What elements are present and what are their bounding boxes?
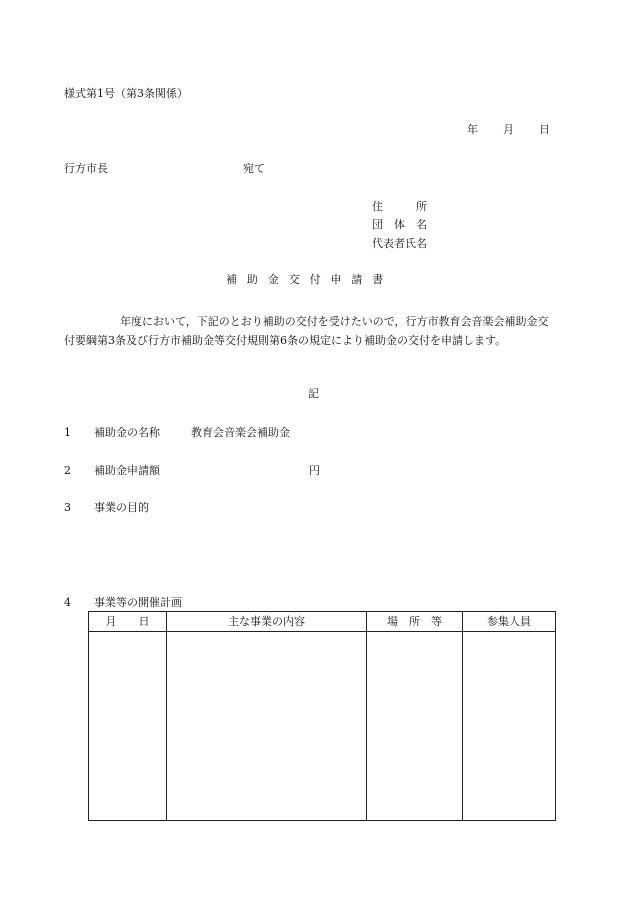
addressee-name: 行方市長 <box>64 162 108 175</box>
form-number: 様式第1号（第3条関係） <box>64 87 188 100</box>
applicant-address-label: 住 所 <box>372 200 427 213</box>
cell-location[interactable] <box>367 632 463 821</box>
item-2-value: 円 <box>309 464 320 477</box>
header-date: 月 日 <box>89 612 167 632</box>
header-attendance: 参集人員 <box>463 612 556 632</box>
item-2-label: 補助金申請額 <box>94 464 160 477</box>
item-2-number: 2 <box>64 464 71 477</box>
table-row <box>89 632 556 821</box>
applicant-group-label: 団 体 名 <box>372 218 427 231</box>
header-location: 場 所 等 <box>367 612 463 632</box>
item-3-number: 3 <box>64 501 71 514</box>
document-title: 補助金交付申請書 <box>226 273 394 286</box>
item-1-number: 1 <box>64 426 71 439</box>
header-content: 主な事業の内容 <box>167 612 367 632</box>
event-plan-table <box>88 611 556 821</box>
item-3-label: 事業の目的 <box>94 501 149 514</box>
cell-content[interactable] <box>167 632 367 821</box>
item-1-label: 補助金の名称 <box>94 426 160 439</box>
cell-date[interactable] <box>89 632 167 821</box>
date-year: 年 <box>467 123 478 136</box>
ki-heading: 記 <box>308 387 319 400</box>
table-header-row <box>89 612 556 632</box>
item-1-value: 教育会音楽会補助金 <box>191 426 290 439</box>
addressee-suffix: 宛て <box>243 162 265 175</box>
item-4-number: 4 <box>64 596 71 609</box>
applicant-representative-label: 代表者氏名 <box>372 237 427 250</box>
cell-attendance[interactable] <box>463 632 556 821</box>
date-day: 日 <box>539 123 550 136</box>
body-text: 年度において，下記のとおり補助の交付を受けたいので，行方市教育会音楽会補助金交付要綱第3条及び行方市補助金等交付規則第6条の規定により補助金の交付を申請します。 <box>64 315 549 347</box>
item-4-label: 事業等の開催計画 <box>94 596 182 609</box>
date-month: 月 <box>503 123 514 136</box>
